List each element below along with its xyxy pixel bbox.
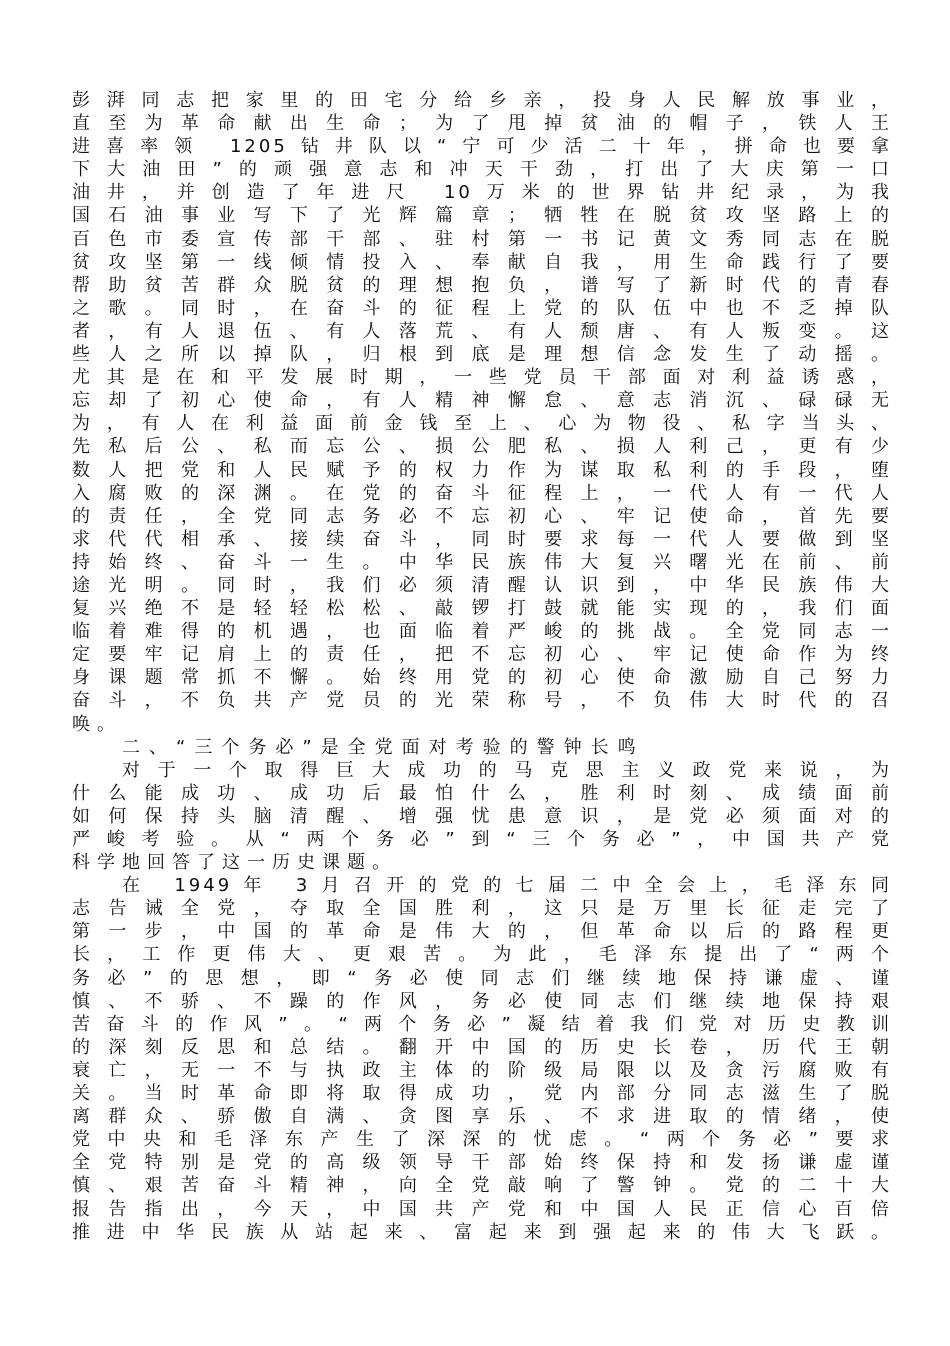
text-line: 奋斗，不负共产党员的光荣称号，不负伟大时代的召 (72, 690, 892, 712)
text-line: 百色市委宣传部干部、驻村第一书记黄文秀同志在脱 (72, 228, 892, 250)
text-line: 科学地回答了这一历史课题。 (72, 852, 397, 874)
text-line: 进喜率领 1205钻井队以“宁可少活二十年，拼命也要拿 (72, 136, 892, 158)
text-line: 志告诫全党，夺取全国胜利，这只是万里长征走完了 (72, 898, 892, 920)
text-line: 慎、不骄、不躁的作风，务必使同志们继续地保持艰 (72, 990, 892, 1012)
text-line: 国石油事业写下了光辉篇章；牺牲在脱贫攻坚路上的 (72, 205, 892, 227)
text-line: 身课题常抓不懈。始终用党的初心使命激励自己努力 (72, 667, 892, 689)
text-line: 彭湃同志把家里的田宅分给乡亲，投身人民解放事业， (72, 90, 892, 111)
text-line: 的深刻反思和总结。翻开中国的历史长卷，历代王朝 (72, 1036, 892, 1058)
body-paragraph-1 (72, 89, 892, 736)
text-line: 全党特别是党的高级领导干部始终保持和发扬谦虚谨 (72, 1152, 892, 1174)
text-line: 复兴绝不是轻轻松松、敲锣打鼓就能实现的，我们面 (72, 598, 892, 620)
text-line: 忘却了初心使命，有人精神懈怠、意志消沉、碌碌无 (72, 390, 892, 412)
text-line: 关。当时革命即将取得成功，党内部分同志滋生了脱 (72, 1083, 892, 1105)
text-line: 者，有人退伍、有人落荒、有人颓唐、有人叛变。这 (72, 320, 892, 342)
text-line: 为，有人在利益面前金钱至上、心为物役、私字当头、 (72, 413, 892, 435)
text-line: 持始终、奋斗一生。中华民族伟大复兴曙光在前、前 (72, 551, 892, 573)
text-line: 如何保持头脑清醒、增强忧患意识，是党必须面对的 (72, 805, 892, 827)
text-line: 务必”的思想，即“务必使同志们继续地保持谦虚、谨 (72, 967, 892, 989)
section-heading: 二、“三个务必”是全党面对考验的警钟长鸣 (122, 736, 645, 758)
text-line: 的责任，全党同志务必不忘初心、牢记使命，首先要 (72, 505, 892, 527)
text-line: 尤其是在和平发展时期，一些党员干部面对利益诱惑， (72, 367, 892, 389)
text-line: 在 1949年 3月召开的党的七届二中全会上，毛泽东同 (122, 875, 892, 897)
text-line: 直至为革命献出生命；为了甩掉贫油的帽子，铁人王 (72, 113, 892, 135)
text-line: 长，工作更伟大、更艰苦。为此，毛泽东提出了“两个 (72, 944, 892, 966)
text-line: 报告指出，今天，中国共产党和中国人民正信心百倍 (72, 1198, 892, 1220)
document-page (72, 89, 892, 1244)
text-line: 入腐败的深渊。在党的奋斗征程上，一代人有一代人 (72, 482, 892, 504)
text-line: 苦奋斗的作风”。“两个务必”凝结着我们党对历史教训 (72, 1013, 892, 1035)
text-line: 之歌。同时，在奋斗的征程上党的队伍中也不乏掉队 (72, 297, 892, 319)
text-line: 唤。 (72, 713, 122, 735)
text-line: 临着难得的机遇，也面临着严峻的挑战。全党同志一 (72, 621, 892, 643)
text-line: 对于一个取得巨大成功的马克思主义政党来说，为 (122, 759, 892, 781)
body-paragraph-2 (72, 759, 892, 874)
text-line: 党中央和毛泽东产生了深深的忧虑。“两个务必”要求 (72, 1129, 892, 1151)
text-line: 先私后公、私而忘公、损公肥私、损人利己，更有少 (72, 436, 892, 458)
text-line: 些人之所以掉队，归根到底是理想信念发生了动摇。 (72, 344, 892, 366)
text-line: 油井，并创造了年进尺 10万米的世界钻井纪录，为我 (72, 182, 892, 204)
text-line: 第一步，中国的革命是伟大的，但革命以后的路程更 (72, 921, 892, 943)
text-line: 离群众、骄傲自满、贪图享乐、不求进取的情绪，使 (72, 1106, 892, 1128)
text-line: 衰亡，无一不与执政主体的阶级局限以及贪污腐败有 (72, 1059, 892, 1081)
text-line: 定要牢记肩上的责任，把不忘初心、牢记使命作为终 (72, 644, 892, 666)
body-paragraph-3 (72, 874, 892, 1244)
text-line: 下大油田”的顽强意志和冲天干劲，打出了大庆第一口 (72, 159, 892, 181)
text-line: 求代代相承、接续奋斗，同时要求每一代人要做到坚 (72, 528, 892, 550)
text-line: 慎、艰苦奋斗精神，向全党敲响了警钟。党的二十大 (72, 1175, 892, 1197)
text-line: 途光明。同时，我们必须清醒认识到，中华民族伟大 (72, 574, 892, 596)
text-line: 严峻考验。从“两个务必”到“三个务必”，中国共产党 (72, 829, 892, 850)
text-line: 推进中华民族从站起来、富起来到强起来的伟大飞跃。 (72, 1221, 892, 1243)
text-line: 数人把党和人民赋予的权力作为谋取私利的手段，堕 (72, 459, 892, 481)
text-line: 贫攻坚第一线倾情投入、奉献自我，用生命践行了要 (72, 251, 892, 273)
text-line: 什么能成功、成功后最怕什么，胜利时刻、成绩面前 (72, 782, 892, 804)
text-line: 帮助贫苦群众脱贫的理想抱负，谱写了新时代的青春 (72, 274, 892, 296)
